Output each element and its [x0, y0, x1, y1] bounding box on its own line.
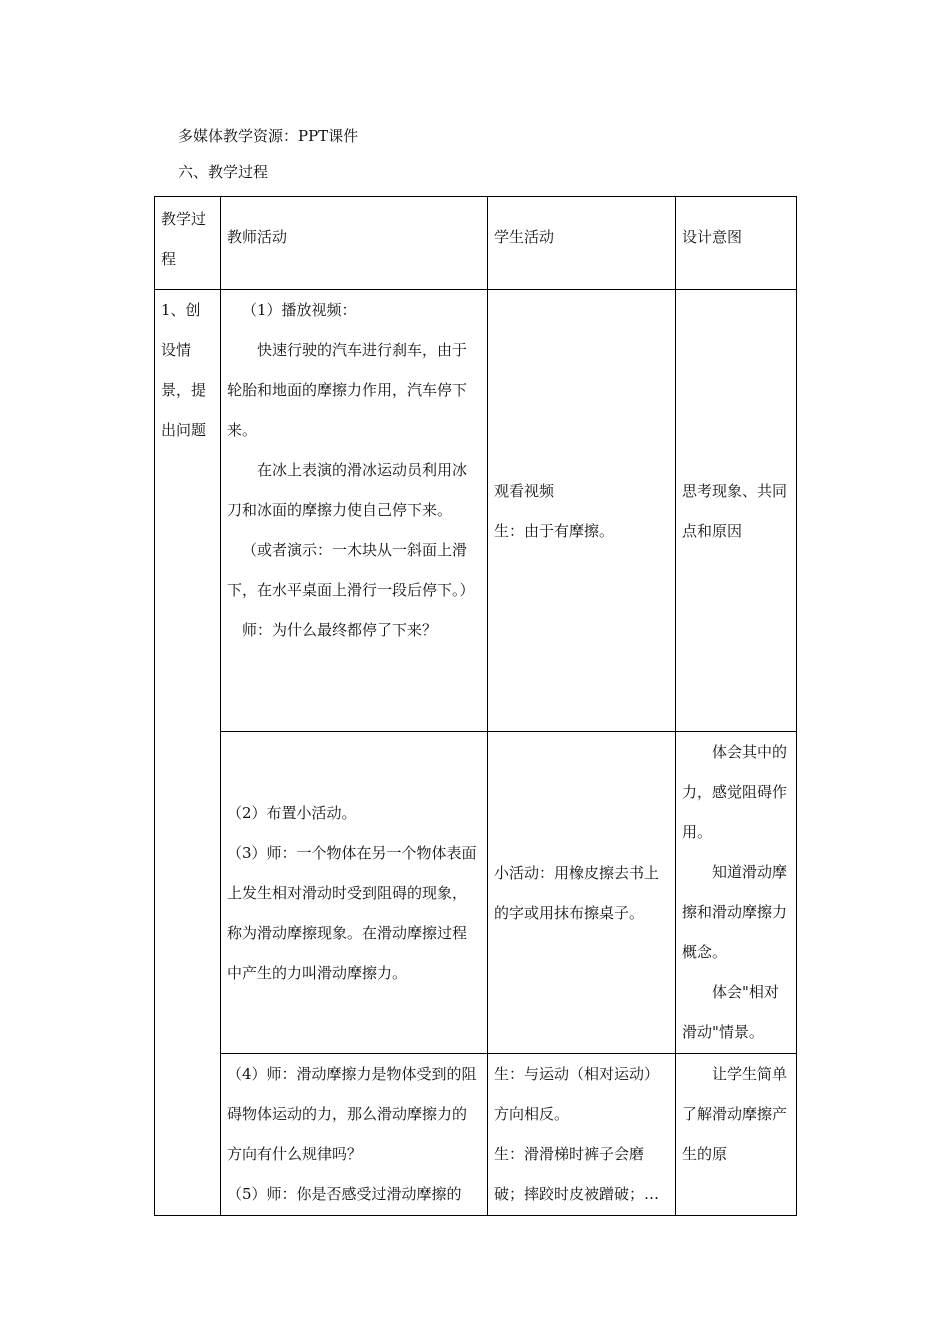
- intent-cell: [676, 732, 797, 1054]
- student-text: 生：与运动（相对运动）方向相反。: [494, 1065, 660, 1123]
- teacher-text: （5）师：你是否感受过滑动摩擦的: [227, 1185, 462, 1203]
- teacher-text: （1）播放视频：: [242, 301, 357, 319]
- header-stage: 教学过程: [155, 197, 221, 290]
- table-row: [155, 732, 797, 1054]
- table-row: [155, 290, 797, 732]
- table-row: [155, 1054, 797, 1216]
- student-text: 小活动：用橡皮擦去书上的字或用抹布擦桌子。: [494, 863, 660, 922]
- teacher-text: 在冰上表演的滑冰运动员利用冰刀和冰面的摩擦力使自己停下来。: [227, 461, 468, 519]
- header-teacher: 教师活动: [221, 197, 488, 290]
- table-header-row: [155, 197, 797, 290]
- teacher-cell: [221, 290, 488, 732]
- teacher-cell: [221, 1054, 488, 1216]
- teacher-cell: [221, 732, 488, 1054]
- student-cell: [488, 732, 676, 1054]
- student-cell: [488, 1054, 676, 1216]
- teacher-text: （或者演示：一木块从一斜面上滑下，在水平桌面上滑行一段后停下。）: [227, 541, 475, 599]
- teacher-text: 快速行驶的汽车进行刹车，由于轮胎和地面的摩擦力作用，汽车停下来。: [227, 341, 468, 439]
- intent-text: 体会其中的力，感觉阻碍作用。: [682, 743, 788, 841]
- intent-text: 思考现象、共同点和原因: [682, 481, 788, 540]
- intent-text: 知道滑动摩擦和滑动摩擦力概念。: [682, 863, 788, 961]
- student-text: 观看视频: [494, 481, 555, 500]
- intent-text: 让学生简单了解滑动摩擦产生的原: [682, 1065, 788, 1163]
- student-cell: [488, 290, 676, 732]
- header-student: 学生活动: [488, 197, 676, 290]
- teacher-text: （4）师：滑动摩擦力是物体受到的阻碍物体运动的力，那么滑动摩擦力的方向有什么规律吗？: [227, 1065, 477, 1163]
- resources-line: 多媒体教学资源：PPT课件: [178, 127, 359, 145]
- intent-cell: [676, 290, 797, 732]
- teacher-text: （2）布置小活动。: [227, 803, 357, 822]
- stage-cell: 1、创设情景，提出问题: [155, 290, 221, 1216]
- header-intent: 设计意图: [676, 197, 797, 290]
- student-text: 生：由于有摩擦。: [494, 521, 615, 540]
- teaching-process-table: [154, 196, 797, 1216]
- intent-text: 体会"相对滑动"情景。: [682, 983, 779, 1041]
- intent-cell: [676, 1054, 797, 1216]
- student-text: 生：滑滑梯时裤子会磨破；摔跤时皮被蹭破；…: [494, 1145, 660, 1203]
- teacher-text: 师：为什么最终都停了下来？: [242, 621, 438, 639]
- teacher-text: （3）师：一个物体在另一个物体表面上发生相对滑动时受到阻碍的现象，称为滑动摩擦现象。在滑动摩擦过程中产生的力叫滑动摩擦力。: [227, 843, 477, 982]
- section-heading: 六、教学过程: [178, 163, 269, 181]
